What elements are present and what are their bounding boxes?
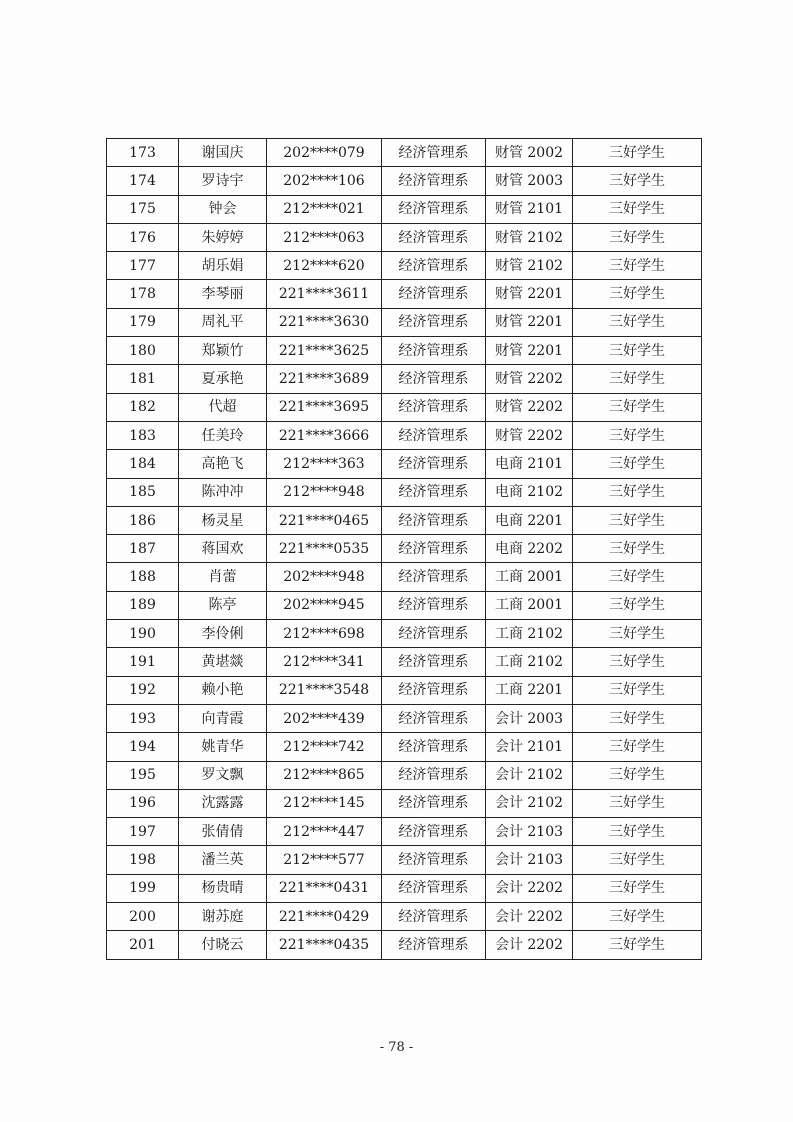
row-number-cell: 190 [107,620,179,648]
student-name-cell: 赖小艳 [179,676,267,704]
row-number-cell: 184 [107,450,179,478]
student-name-cell: 夏承艳 [179,365,267,393]
student-name-cell: 杨贵晴 [179,874,267,902]
student-name-cell: 谢国庆 [179,139,267,167]
class-cell: 会计 2202 [486,874,573,902]
department-cell: 经济管理系 [382,704,486,732]
table-row [107,195,702,223]
award-roster-table [106,138,702,960]
department-cell: 经济管理系 [382,280,486,308]
award-cell: 三好学生 [573,789,702,817]
table-row [107,563,702,591]
row-number-cell: 193 [107,704,179,732]
table-row [107,450,702,478]
student-name-cell: 杨灵星 [179,506,267,534]
table-row [107,139,702,167]
student-id-cell: 221****3689 [267,365,382,393]
student-id-cell: 212****447 [267,818,382,846]
row-number-cell: 180 [107,337,179,365]
department-cell: 经济管理系 [382,421,486,449]
student-id-cell: 221****0429 [267,903,382,931]
award-cell: 三好学生 [573,223,702,251]
class-cell: 财管 2201 [486,280,573,308]
class-cell: 会计 2101 [486,733,573,761]
student-id-cell: 212****063 [267,223,382,251]
student-id-cell: 221****3625 [267,337,382,365]
award-cell: 三好学生 [573,903,702,931]
table-row [107,478,702,506]
class-cell: 电商 2202 [486,535,573,563]
award-cell: 三好学生 [573,931,702,959]
student-id-cell: 212****948 [267,478,382,506]
table-row [107,506,702,534]
table-row [107,931,702,959]
student-id-cell: 212****341 [267,648,382,676]
table-row [107,280,702,308]
student-name-cell: 胡乐娟 [179,252,267,280]
class-cell: 财管 2102 [486,223,573,251]
department-cell: 经济管理系 [382,535,486,563]
row-number-cell: 200 [107,903,179,931]
class-cell: 财管 2003 [486,167,573,195]
student-id-cell: 221****0435 [267,931,382,959]
class-cell: 财管 2202 [486,365,573,393]
award-cell: 三好学生 [573,874,702,902]
department-cell: 经济管理系 [382,846,486,874]
student-id-cell: 221****3630 [267,308,382,336]
row-number-cell: 188 [107,563,179,591]
class-cell: 电商 2201 [486,506,573,534]
row-number-cell: 196 [107,789,179,817]
student-name-cell: 代超 [179,393,267,421]
table-row [107,591,702,619]
department-cell: 经济管理系 [382,931,486,959]
row-number-cell: 183 [107,421,179,449]
class-cell: 工商 2001 [486,591,573,619]
student-name-cell: 罗诗宇 [179,167,267,195]
class-cell: 工商 2102 [486,648,573,676]
department-cell: 经济管理系 [382,252,486,280]
award-cell: 三好学生 [573,648,702,676]
student-id-cell: 212****145 [267,789,382,817]
class-cell: 会计 2003 [486,704,573,732]
class-cell: 会计 2202 [486,931,573,959]
roster-table-body [107,139,702,960]
student-name-cell: 钟会 [179,195,267,223]
class-cell: 工商 2001 [486,563,573,591]
student-id-cell: 212****865 [267,761,382,789]
department-cell: 经济管理系 [382,337,486,365]
row-number-cell: 197 [107,818,179,846]
award-cell: 三好学生 [573,195,702,223]
row-number-cell: 179 [107,308,179,336]
student-name-cell: 罗文飘 [179,761,267,789]
class-cell: 财管 2002 [486,139,573,167]
award-cell: 三好学生 [573,308,702,336]
row-number-cell: 201 [107,931,179,959]
student-name-cell: 李伶俐 [179,620,267,648]
department-cell: 经济管理系 [382,308,486,336]
table-row [107,761,702,789]
student-name-cell: 陈亭 [179,591,267,619]
table-row [107,620,702,648]
department-cell: 经济管理系 [382,167,486,195]
student-id-cell: 212****698 [267,620,382,648]
award-cell: 三好学生 [573,704,702,732]
class-cell: 电商 2101 [486,450,573,478]
student-name-cell: 张倩倩 [179,818,267,846]
table-row [107,337,702,365]
student-id-cell: 221****0465 [267,506,382,534]
department-cell: 经济管理系 [382,648,486,676]
student-name-cell: 向青霞 [179,704,267,732]
award-cell: 三好学生 [573,139,702,167]
table-row [107,393,702,421]
department-cell: 经济管理系 [382,365,486,393]
row-number-cell: 174 [107,167,179,195]
student-name-cell: 黄堪燚 [179,648,267,676]
class-cell: 会计 2202 [486,903,573,931]
table-row [107,223,702,251]
department-cell: 经济管理系 [382,874,486,902]
student-id-cell: 221****0535 [267,535,382,563]
table-row [107,818,702,846]
award-cell: 三好学生 [573,365,702,393]
class-cell: 财管 2101 [486,195,573,223]
student-name-cell: 陈冲冲 [179,478,267,506]
award-cell: 三好学生 [573,393,702,421]
row-number-cell: 178 [107,280,179,308]
department-cell: 经济管理系 [382,761,486,789]
student-name-cell: 郑颖竹 [179,337,267,365]
student-id-cell: 202****948 [267,563,382,591]
department-cell: 经济管理系 [382,789,486,817]
department-cell: 经济管理系 [382,139,486,167]
row-number-cell: 192 [107,676,179,704]
row-number-cell: 187 [107,535,179,563]
student-id-cell: 202****079 [267,139,382,167]
table-row [107,903,702,931]
award-cell: 三好学生 [573,563,702,591]
student-name-cell: 蒋国欢 [179,535,267,563]
table-row [107,421,702,449]
student-name-cell: 沈露露 [179,789,267,817]
row-number-cell: 175 [107,195,179,223]
department-cell: 经济管理系 [382,450,486,478]
student-id-cell: 221****3548 [267,676,382,704]
department-cell: 经济管理系 [382,676,486,704]
award-cell: 三好学生 [573,450,702,478]
department-cell: 经济管理系 [382,195,486,223]
table-row [107,733,702,761]
row-number-cell: 199 [107,874,179,902]
class-cell: 会计 2102 [486,761,573,789]
student-name-cell: 高艳飞 [179,450,267,478]
student-name-cell: 付晓云 [179,931,267,959]
award-cell: 三好学生 [573,421,702,449]
department-cell: 经济管理系 [382,620,486,648]
award-cell: 三好学生 [573,280,702,308]
award-cell: 三好学生 [573,733,702,761]
award-cell: 三好学生 [573,620,702,648]
student-id-cell: 221****0431 [267,874,382,902]
row-number-cell: 173 [107,139,179,167]
table-row [107,846,702,874]
award-cell: 三好学生 [573,761,702,789]
student-name-cell: 姚青华 [179,733,267,761]
row-number-cell: 195 [107,761,179,789]
department-cell: 经济管理系 [382,563,486,591]
class-cell: 财管 2102 [486,252,573,280]
student-name-cell: 肖蕾 [179,563,267,591]
award-cell: 三好学生 [573,506,702,534]
award-cell: 三好学生 [573,252,702,280]
department-cell: 经济管理系 [382,506,486,534]
student-id-cell: 212****021 [267,195,382,223]
class-cell: 会计 2102 [486,789,573,817]
award-cell: 三好学生 [573,818,702,846]
student-name-cell: 朱婷婷 [179,223,267,251]
row-number-cell: 198 [107,846,179,874]
student-id-cell: 221****3695 [267,393,382,421]
row-number-cell: 176 [107,223,179,251]
student-id-cell: 212****577 [267,846,382,874]
row-number-cell: 185 [107,478,179,506]
table-row [107,167,702,195]
table-row [107,252,702,280]
page-number: - 78 - [379,1040,414,1055]
department-cell: 经济管理系 [382,223,486,251]
class-cell: 财管 2201 [486,337,573,365]
table-row [107,676,702,704]
class-cell: 电商 2102 [486,478,573,506]
award-cell: 三好学生 [573,337,702,365]
table-row [107,648,702,676]
table-row [107,704,702,732]
student-id-cell: 202****945 [267,591,382,619]
row-number-cell: 177 [107,252,179,280]
student-id-cell: 212****742 [267,733,382,761]
class-cell: 会计 2103 [486,818,573,846]
table-row [107,308,702,336]
award-cell: 三好学生 [573,167,702,195]
department-cell: 经济管理系 [382,393,486,421]
row-number-cell: 182 [107,393,179,421]
student-name-cell: 李琴丽 [179,280,267,308]
department-cell: 经济管理系 [382,818,486,846]
table-row [107,789,702,817]
department-cell: 经济管理系 [382,733,486,761]
table-row [107,874,702,902]
award-cell: 三好学生 [573,591,702,619]
row-number-cell: 181 [107,365,179,393]
class-cell: 会计 2103 [486,846,573,874]
class-cell: 财管 2202 [486,393,573,421]
row-number-cell: 189 [107,591,179,619]
student-id-cell: 212****363 [267,450,382,478]
row-number-cell: 186 [107,506,179,534]
student-name-cell: 潘兰英 [179,846,267,874]
class-cell: 工商 2201 [486,676,573,704]
class-cell: 工商 2102 [486,620,573,648]
student-name-cell: 谢苏庭 [179,903,267,931]
table-row [107,535,702,563]
student-id-cell: 212****620 [267,252,382,280]
row-number-cell: 194 [107,733,179,761]
student-id-cell: 221****3666 [267,421,382,449]
table-row [107,365,702,393]
award-cell: 三好学生 [573,676,702,704]
student-id-cell: 202****439 [267,704,382,732]
department-cell: 经济管理系 [382,478,486,506]
award-cell: 三好学生 [573,478,702,506]
award-cell: 三好学生 [573,535,702,563]
student-id-cell: 202****106 [267,167,382,195]
student-id-cell: 221****3611 [267,280,382,308]
class-cell: 财管 2202 [486,421,573,449]
row-number-cell: 191 [107,648,179,676]
student-name-cell: 周礼平 [179,308,267,336]
student-name-cell: 任美玲 [179,421,267,449]
class-cell: 财管 2201 [486,308,573,336]
award-cell: 三好学生 [573,846,702,874]
department-cell: 经济管理系 [382,591,486,619]
department-cell: 经济管理系 [382,903,486,931]
